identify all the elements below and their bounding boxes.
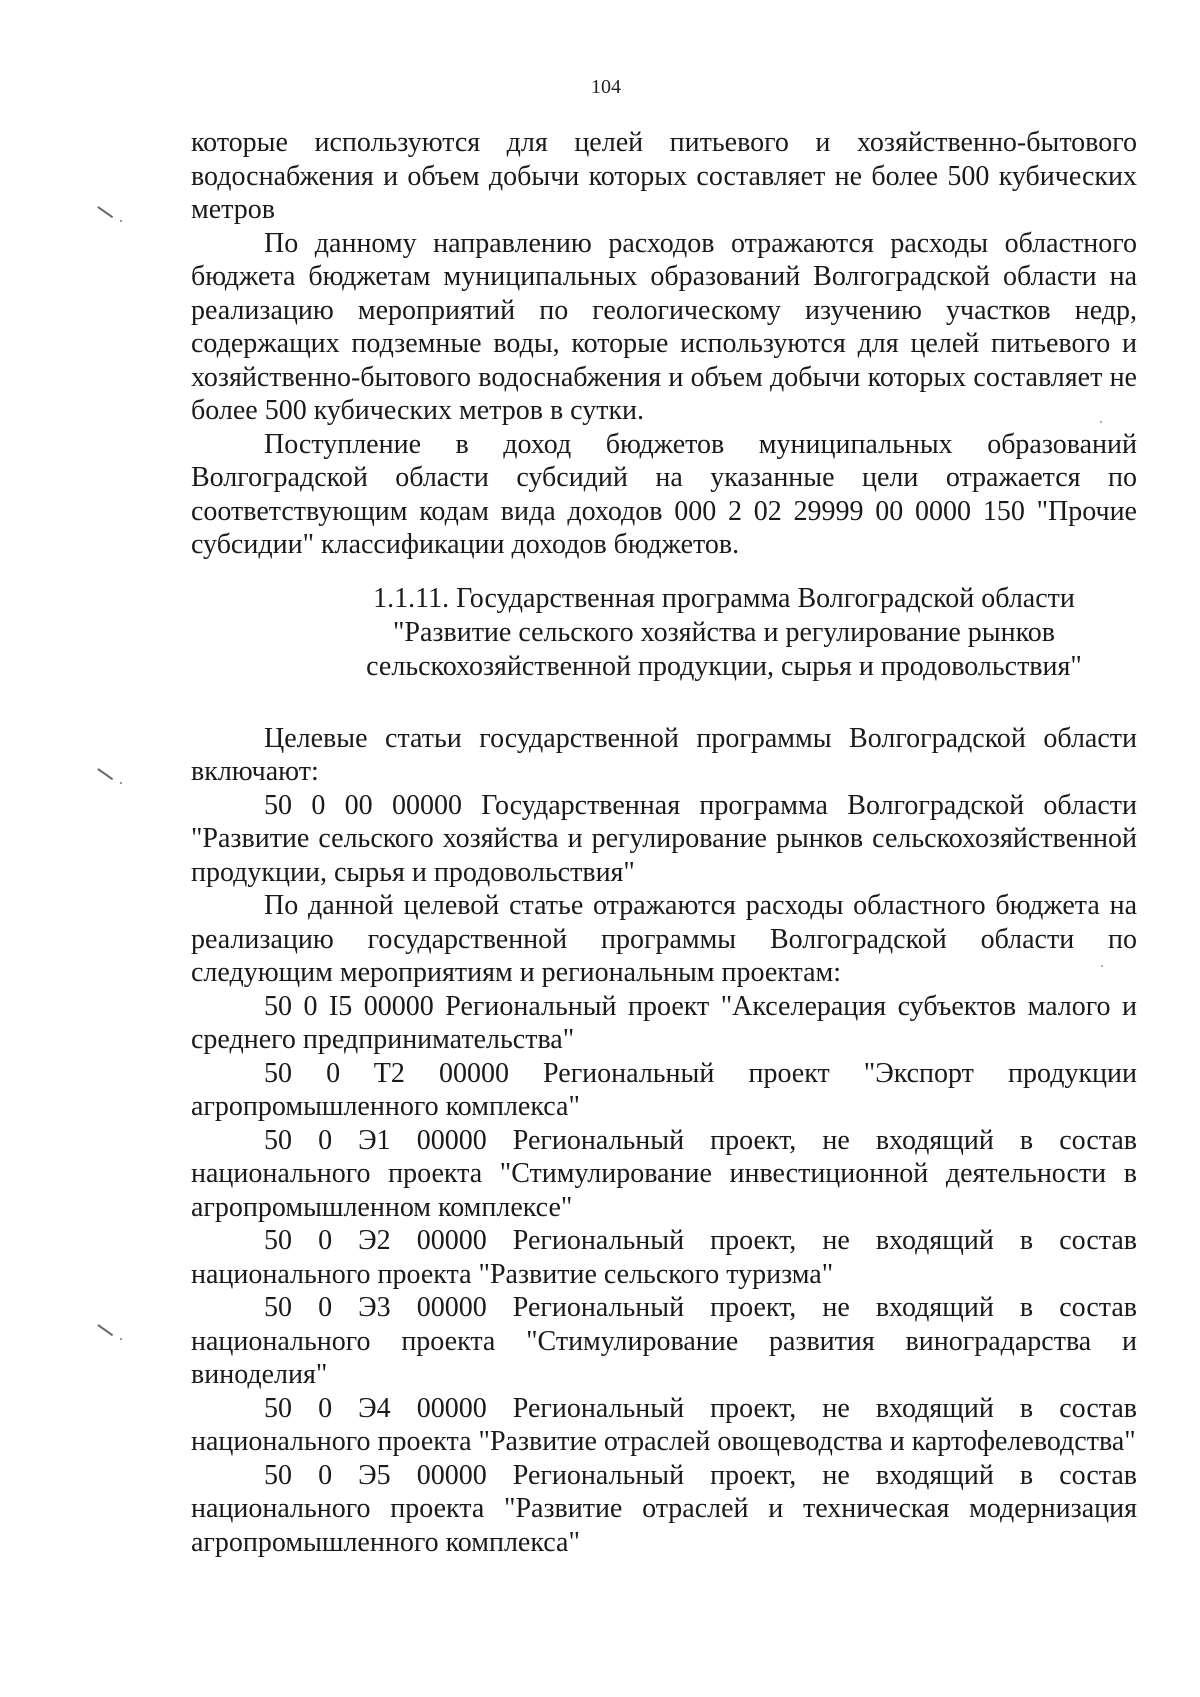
project-item-e3: 50 0 Э3 00000 Региональный проект, не входящий в состав национального проекта "Стимулирование развития виноградарства и виноделия" xyxy=(191,1292,1137,1390)
page-number: 104 xyxy=(591,76,621,98)
heading-line-1: 1.1.11. Государственная программа Волгоградской области xyxy=(373,582,1075,614)
margin-mark xyxy=(98,1324,124,1346)
project-item-t2: 50 0 T2 00000 Региональный проект "Экспорт продукции агропромышленного комплекса" xyxy=(191,1057,1137,1122)
margin-mark xyxy=(98,206,124,228)
project-item-e4: 50 0 Э4 00000 Региональный проект, не входящий в состав национального проекта "Развитие отраслей овощеводства и картофелеводства" xyxy=(191,1392,1137,1457)
paragraph-program-expenses: По данной целевой статье отражаются расходы областного бюджета на реализацию государственной программы Волгоградской области по следующим мероприятиям и региональным проектам: xyxy=(191,890,1137,988)
project-item-e1: 50 0 Э1 00000 Региональный проект, не входящий в состав национального проекта "Стимулирование инвестиционной деятельности в агропромышленном комплексе" xyxy=(191,1124,1137,1223)
paragraph-expenses: По данному направлению расходов отражаются расходы областного бюджета бюджетам муниципальных образований Волгоградской области на реализацию мероприятий по геологическому изучению участков недр, содержащих подземные воды, которые используются для целей питьевого и хозяйственно-бытового водоснабжения и объем добычи которых составляет не более 500 кубических метров в сутки. xyxy=(191,227,1137,426)
project-item-e2: 50 0 Э2 00000 Региональный проект, не входящий в состав национального проекта "Развитие сельского туризма" xyxy=(191,1225,1137,1290)
paragraph-target-articles: Целевые статьи государственной программы Волгоградской области включают: xyxy=(191,722,1137,787)
heading-line-3: сельскохозяйственной продукции, сырья и продовольствия" xyxy=(366,650,1082,682)
paragraph-income: Поступление в доход бюджетов муниципальных образований Волгоградской области субсидий на указанные цели отражается по соответствующим кодам вида доходов 000 2 02 29999 00 0000 150 "Прочие субсидии" классификации доходов бюджетов. xyxy=(191,428,1137,560)
project-item-e5: 50 0 Э5 00000 Региональный проект, не входящий в состав национального проекта "Развитие отраслей и техническая модернизация агропромышленного комплекса" xyxy=(191,1459,1137,1558)
document-body xyxy=(191,126,1137,1559)
margin-mark xyxy=(98,768,124,790)
project-item-i5: 50 0 I5 00000 Региональный проект "Акселерация субъектов малого и среднего предпринимательства" xyxy=(191,990,1137,1055)
heading-line-2: "Развитие сельского хозяйства и регулирование рынков xyxy=(393,616,1055,648)
paragraph-continuation: которые используются для целей питьевого и хозяйственно-бытового водоснабжения и объем добычи которых составляет не более 500 кубических метров xyxy=(191,127,1137,225)
paragraph-program-code: 50 0 00 00000 Государственная программа Волгоградской области "Развитие сельского хозяйства и регулирование рынков сельскохозяйственной продукции, сырья и продовольствия" xyxy=(191,789,1137,888)
section-heading xyxy=(191,582,1137,684)
